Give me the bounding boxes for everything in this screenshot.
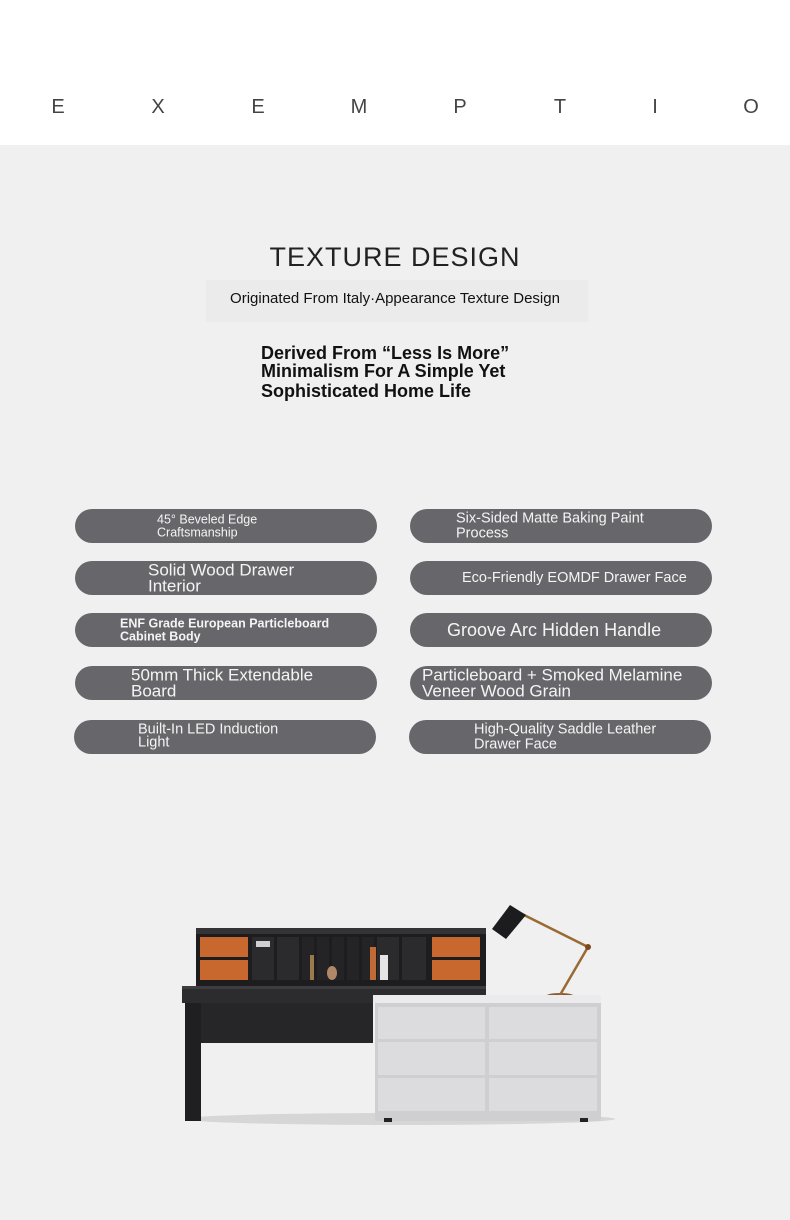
feature-label: 45° Beveled Edge Craftsmanship [157, 512, 258, 539]
feature-pill-eomdf [410, 561, 712, 595]
brand-wordmark [0, 96, 790, 124]
desk-panel [201, 1003, 373, 1043]
brand-letter: X [151, 96, 165, 118]
feature-label: ENF Grade European Particleboard Cabinet Body [120, 616, 330, 643]
feature-pill-hidden-handle [410, 613, 712, 647]
brand-letter: E [51, 96, 65, 118]
leather-drawer [200, 937, 248, 957]
feature-label: Built-In LED Induction Light [138, 721, 279, 751]
brand-letter: P [453, 96, 467, 118]
feature-pill-melamine-veneer [410, 666, 712, 700]
hutch-shelf [196, 928, 486, 986]
feature-label: Solid Wood Drawer Interior [148, 561, 295, 595]
brand-letter: T [553, 96, 567, 118]
tagline [261, 344, 561, 400]
section-subtitle: Originated From Italy·Appearance Texture Design [230, 290, 560, 307]
feature-label: 50mm Thick Extendable Board [131, 666, 314, 700]
desk-lamp [492, 905, 591, 999]
brand-letter: O [743, 96, 759, 118]
drawer-cabinet [373, 995, 601, 1122]
feature-pill-extendable-board [75, 666, 377, 700]
feature-label: High-Quality Saddle Leather Drawer Face [474, 721, 657, 752]
desk-illustration [170, 895, 620, 1130]
brand-letter: E [251, 96, 265, 118]
leather-drawer [200, 960, 248, 980]
feature-pill-led-light [74, 720, 376, 754]
feature-pill-enf-particleboard [75, 613, 377, 647]
desk-leg [185, 1003, 201, 1121]
brand-letter: I [652, 96, 658, 118]
feature-label: Groove Arc Hidden Handle [447, 620, 662, 640]
tagline-line: Minimalism For A Simple Yet [261, 361, 506, 381]
feature-pill-solid-wood [75, 561, 377, 595]
brand-letter: M [350, 96, 368, 118]
tagline-line: Sophisticated Home Life [261, 381, 472, 401]
feature-pill-beveled-edge [75, 509, 377, 543]
feature-pill-saddle-leather [409, 720, 711, 754]
leather-drawer [432, 960, 480, 980]
tagline-line: Derived From “Less Is More” [261, 343, 510, 363]
header-bar [0, 0, 790, 145]
feature-pill-matte-paint [410, 509, 712, 543]
feature-label: Particleboard + Smoked Melamine Veneer Wood Grain [422, 666, 683, 700]
feature-label: Eco-Friendly EOMDF Drawer Face [462, 569, 687, 586]
section-title: TEXTURE DESIGN [269, 242, 521, 272]
leather-drawer [432, 937, 480, 957]
feature-label: Six-Sided Matte Baking Paint Process [456, 510, 644, 541]
